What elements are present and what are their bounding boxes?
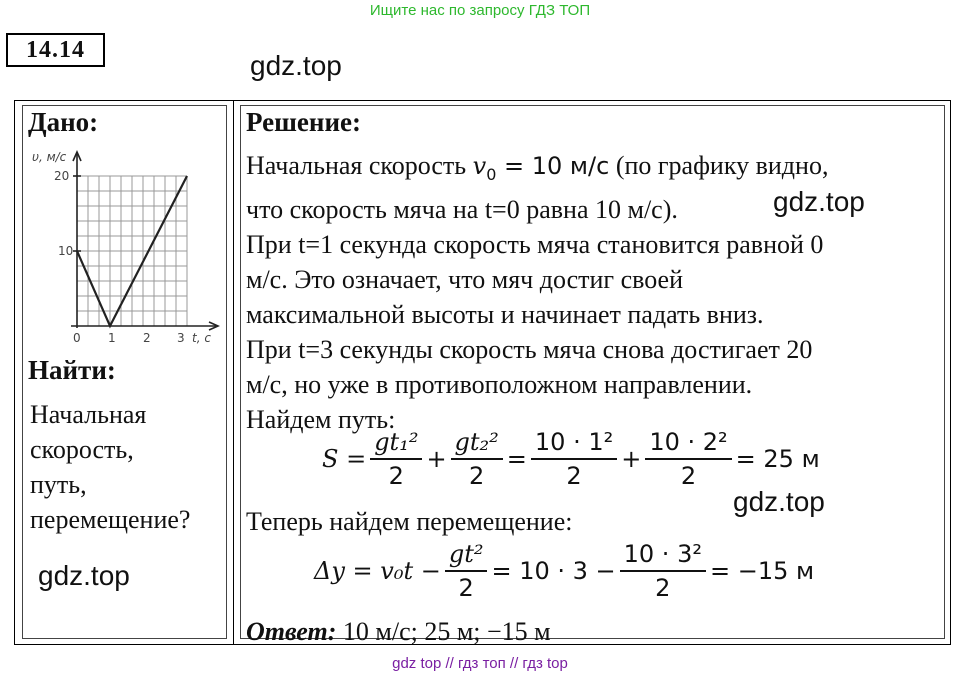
x-tick-0: 0 xyxy=(73,331,81,345)
find-line: путь, xyxy=(30,470,87,499)
watermark: gdz.top xyxy=(733,486,825,517)
y-tick-10: 10 xyxy=(58,244,74,258)
watermark: gdz.top xyxy=(773,186,865,217)
watermark: gdz.top xyxy=(250,50,342,81)
fraction: $\frac{\text{10 · 2²}}{2}$ xyxy=(645,428,731,490)
y-tick-20: 20 xyxy=(54,169,70,183)
x-tick-2: 2 xyxy=(143,331,151,345)
displacement-intro: Теперь найдем перемещение: xyxy=(246,507,573,536)
find-line: перемещение? xyxy=(30,505,191,534)
answer-label: Ответ: xyxy=(246,617,337,646)
displacement-equation: Δy = v₀t − $\frac{\text{gt²}}{2}$ = 10 · 3 − $\frac{\text{10 · 3²}}{2}$ = −15 м xyxy=(314,540,815,602)
answer-line xyxy=(246,614,551,649)
fraction: $\frac{\text{10 · 3²}}{2}$ xyxy=(620,540,706,602)
footer-links[interactable]: gdz top // гдз топ // гдз top xyxy=(392,655,568,672)
v0-symbol: v xyxy=(472,152,487,180)
x-axis-label: t, с xyxy=(192,331,211,345)
find-header: Найти: xyxy=(28,355,116,385)
solution-header: Решение: xyxy=(246,107,361,137)
fraction: $\frac{\text{gt₁²}}{2}$ xyxy=(370,428,422,490)
watermark: gdz.top xyxy=(38,560,130,591)
fraction: $\frac{\text{10 · 1²}}{2}$ xyxy=(531,428,617,490)
fraction: $\frac{\text{gt²}}{2}$ xyxy=(445,540,488,602)
fraction: $\frac{\text{gt₂²}}{2}$ xyxy=(451,428,503,490)
solution-paragraph-1: Начальная скорость $v_0 = 10$ м/с (по графику видно, что скорость мяча на t=0 равна 10 м/с). При t=1 секунда скорость мяча становится равной 0 м/с. Это означает, что мяч достиг своей максимальной высоты и начинает падать вниз. При t=3 секунды скорость мяча снова достигает 20 м/с, но уже в противоположном направлении. Найдем путь: xyxy=(246,151,829,434)
x-tick-1: 1 xyxy=(108,331,116,345)
given-header: Дано: xyxy=(28,107,99,137)
column-divider xyxy=(233,100,234,645)
find-line: скорость, xyxy=(30,435,134,464)
answer-value: 10 м/с; 25 м; −15 м xyxy=(342,617,551,646)
find-text xyxy=(30,397,190,537)
y-axis-label: υ, м/с xyxy=(32,150,67,164)
find-line: Начальная xyxy=(30,400,147,429)
top-banner[interactable]: Ищите нас по запросу ГДЗ ТОП xyxy=(369,2,591,19)
problem-number: 14.14 xyxy=(6,33,105,67)
x-tick-3: 3 xyxy=(177,331,185,345)
path-equation: S = $\frac{\text{gt₁²}}{2}$ + $\frac{\text{gt₂²}}{2}$ = $\frac{\text{10 · 1²}}{2}$ + $\frac{\text{10 · 2²}}{2}$ = 25 м xyxy=(322,428,820,490)
velocity-graph xyxy=(26,146,226,346)
